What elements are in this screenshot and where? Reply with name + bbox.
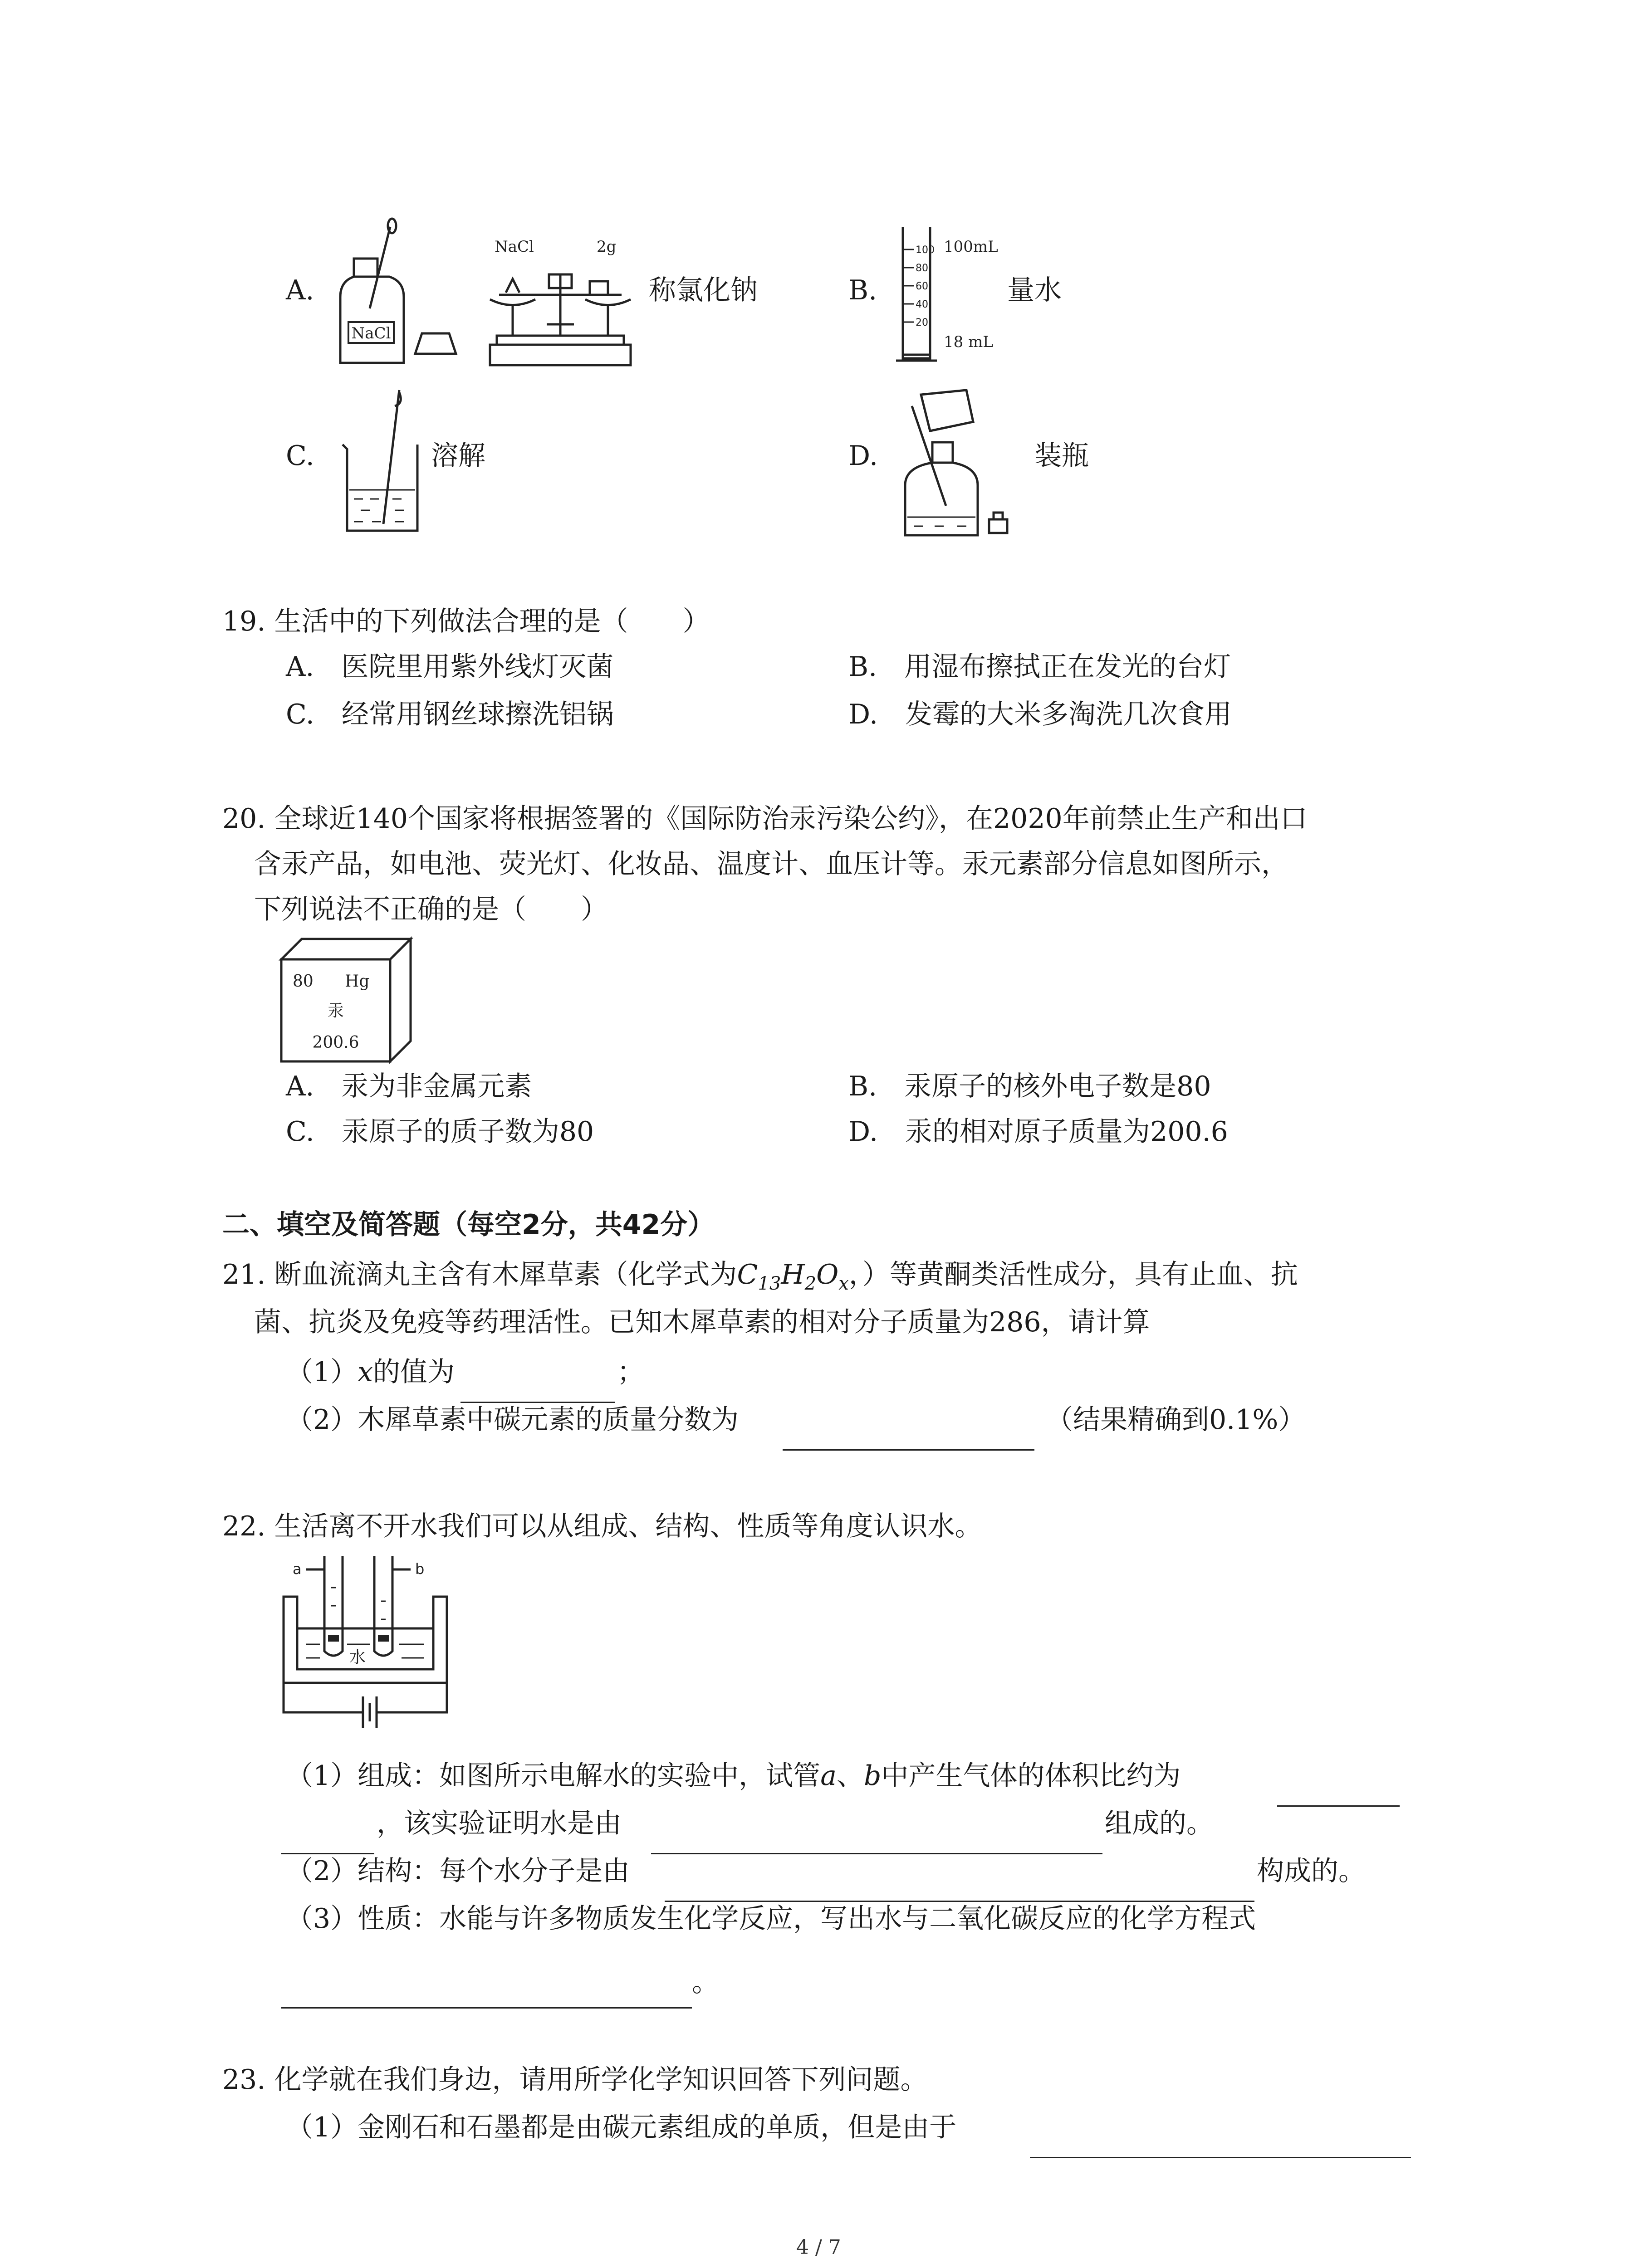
beaker-stirring-illustration xyxy=(336,386,426,535)
q19-stem: 19. 生活中的下列做法合理的是（ ） xyxy=(222,606,710,637)
q20-option-a: A. 汞为非金属元素 xyxy=(286,1070,532,1102)
q22-part-3-end: 。 xyxy=(692,1966,719,1998)
q22-part-2: （2）结构：每个水分子是由 xyxy=(286,1855,630,1887)
q23-part-1: （1）金刚石和石墨都是由碳元素组成的单质，但是由于 xyxy=(286,2112,957,2143)
q22-part-1-line-2: ，该实验证明水是由 xyxy=(377,1808,622,1839)
q20-option-c: C. 汞原子的质子数为80 xyxy=(286,1116,594,1148)
page-number: 4 / 7 xyxy=(796,2236,841,2259)
cylinder-tick-80: 80 xyxy=(916,263,928,274)
q21-formula: $C_{13}H_2O_x$ xyxy=(737,1259,849,1294)
q23-answer-blank-1[interactable] xyxy=(1030,2157,1411,2158)
q21-part-1: （1）x的值为 xyxy=(286,1356,455,1388)
q21-line-1: 21. 断血流滴丸主含有木犀草素（化学式为$C_{13}H_2O_x$，）等黄酮类活性成分，具有止血、抗 xyxy=(222,1259,1298,1294)
element-atomic-number: 80 xyxy=(293,972,314,991)
q22-answer-blank-1a[interactable] xyxy=(1277,1805,1400,1807)
water-label: 水 xyxy=(349,1648,366,1667)
q18-option-c-label: 溶解 xyxy=(431,440,485,472)
q22-stem: 22. 生活离不开水我们可以从组成、结构、性质等角度认识水。 xyxy=(222,1510,982,1542)
cylinder-bottom-label: 18 mL xyxy=(944,333,993,351)
test-tube-a-label: a xyxy=(293,1560,302,1578)
q19-option-b: B. 用湿布擦拭正在发光的台灯 xyxy=(848,651,1231,683)
q23-stem: 23. 化学就在我们身边，请用所学化学知识回答下列问题。 xyxy=(222,2064,928,2096)
q19-option-d: D. 发霉的大米多淘洗几次食用 xyxy=(848,699,1232,730)
test-tube-b-label: b xyxy=(415,1560,425,1578)
q22-part-1: （1）组成：如图所示电解水的实验中，试管a、b中产生气体的体积比约为 xyxy=(286,1760,1181,1792)
q18-option-c-letter: C. xyxy=(286,440,314,472)
nacl-pan-label: NaCl xyxy=(495,238,534,256)
cylinder-tick-60: 60 xyxy=(916,281,928,292)
q18-option-b-letter: B. xyxy=(848,274,877,306)
q20-stem-line-1: 20. 全球近140个国家将根据签署的《国际防治汞污染公约》，在2020年前禁止生产和出口 xyxy=(222,803,1308,835)
pouring-bottle-illustration xyxy=(898,388,1016,542)
q21-answer-blank-2[interactable] xyxy=(783,1449,1034,1451)
balance-scale-illustration xyxy=(481,231,640,372)
q21-part-2-end: （结果精确到0.1%） xyxy=(1046,1404,1306,1436)
q22-part-2-end: 构成的。 xyxy=(1257,1855,1366,1887)
cylinder-tick-40: 40 xyxy=(916,299,928,310)
q18-option-a-label: 称氯化钠 xyxy=(649,274,758,306)
q22-answer-blank-2[interactable] xyxy=(651,1853,1102,1854)
q18-option-d-label: 装瓶 xyxy=(1034,440,1089,472)
q18-option-d-letter: D. xyxy=(848,440,878,472)
cylinder-top-label: 100mL xyxy=(944,238,998,256)
q20-stem-line-3: 下列说法不正确的是（ ） xyxy=(254,894,608,925)
q19-option-a: A. 医院里用紫外线灯灭菌 xyxy=(286,651,614,683)
nacl-bottle-label: NaCl xyxy=(351,324,391,342)
nacl-bottle-illustration xyxy=(336,218,408,367)
q21-line-2: 菌、抗炎及免疫等药理活性。已知木犀草素的相对分子质量为286，请计算 xyxy=(254,1306,1150,1338)
q22-part-3: （3）性质：水能与许多物质发生化学反应，写出水与二氧化碳反应的化学方程式 xyxy=(286,1903,1256,1935)
mercury-element-cell xyxy=(277,934,417,1066)
element-atomic-mass: 200.6 xyxy=(312,1033,359,1052)
q18-option-b-label: 量水 xyxy=(1007,274,1062,306)
q20-option-d: D. 汞的相对原子质量为200.6 xyxy=(848,1116,1228,1148)
water-electrolysis-apparatus xyxy=(279,1551,470,1724)
q20-stem-line-2: 含汞产品，如电池、荧光灯、化妆品、温度计、血压计等。汞元素部分信息如图所示， xyxy=(254,848,1288,880)
q22-answer-blank-4[interactable] xyxy=(281,2007,692,2009)
q20-option-b: B. 汞原子的核外电子数是80 xyxy=(848,1070,1211,1102)
q19-option-c: C. 经常用钢丝球擦洗铝锅 xyxy=(286,699,614,730)
q21-part-1-end: ； xyxy=(617,1356,644,1388)
element-symbol: Hg xyxy=(345,972,370,991)
q22-part-1-end: 组成的。 xyxy=(1105,1808,1214,1839)
element-name: 汞 xyxy=(327,1002,344,1020)
section-2-title: 二、填空及简答题（每空2分，共42分） xyxy=(222,1209,715,1241)
cylinder-tick-20: 20 xyxy=(916,317,928,328)
q21-part-2: （2）木犀草素中碳元素的质量分数为 xyxy=(286,1404,739,1436)
cylinder-tick-100: 100 xyxy=(916,244,935,256)
q18-option-a-letter: A. xyxy=(286,274,314,306)
weight-icon xyxy=(411,329,460,356)
weight-label: 2g xyxy=(597,238,617,256)
